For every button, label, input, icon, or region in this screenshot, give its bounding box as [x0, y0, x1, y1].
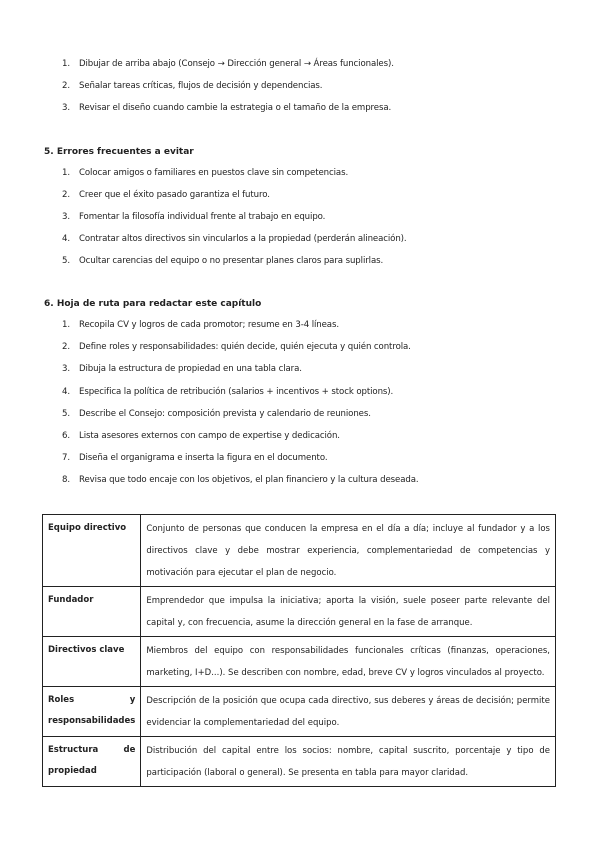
list-item	[62, 452, 328, 464]
list-item-text: Describe el Consejo: composición prevista y calendario de reuniones.	[79, 409, 371, 419]
list-item-text: Especifica la política de retribución (salarios + incentivos + stock options).	[79, 387, 394, 397]
list-item-number: 5.	[62, 409, 70, 419]
table-row	[43, 515, 556, 587]
list-item-number: 4.	[62, 387, 70, 397]
list-item-number: 2.	[62, 81, 70, 91]
list-item-number: 8.	[62, 475, 70, 485]
list-item-text: Lista asesores externos con campo de expertise y dedicación.	[79, 431, 340, 441]
list-item	[62, 167, 349, 179]
glossary-definition: Descripción de la posición que ocupa cada directivo, sus deberes y áreas de decisión; permite evidenciar la complementariedad del equipo.	[141, 687, 556, 737]
section-6-heading: 6. Hoja de ruta para redactar este capítulo	[44, 299, 262, 309]
list-item-number: 1.	[62, 320, 70, 330]
term-word: Roles	[48, 695, 75, 705]
list-item-text: Fomentar la filosofía individual frente al trabajo en equipo.	[79, 212, 326, 222]
list-item-text: Revisar el diseño cuando cambie la estrategia o el tamaño de la empresa.	[79, 103, 392, 113]
list-item	[62, 233, 407, 245]
table-row	[43, 637, 556, 687]
list-item	[62, 211, 326, 223]
list-item	[62, 474, 419, 486]
glossary-definition: Emprendedor que impulsa la iniciativa; aporta la visión, suele poseer parte relevante del capital y, con frecuencia, asume la dirección general en la fase de arranque.	[141, 587, 556, 637]
list-item	[62, 189, 270, 201]
list-item-number: 6.	[62, 431, 70, 441]
list-item-text: Dibujar de arriba abajo (Consejo → Dirección general → Áreas funcionales).	[79, 59, 394, 69]
list-item-text: Creer que el éxito pasado garantiza el futuro.	[79, 190, 270, 200]
table-row	[43, 687, 556, 737]
list-item	[62, 363, 302, 375]
list-item-text: Colocar amigos o familiares en puestos clave sin competencias.	[79, 168, 349, 178]
list-item-number: 3.	[62, 364, 70, 374]
table-row	[43, 737, 556, 787]
list-item-number: 3.	[62, 103, 70, 113]
list-item-text: Dibuja la estructura de propiedad en una tabla clara.	[79, 364, 302, 374]
list-item	[62, 386, 394, 398]
glossary-term	[43, 737, 141, 787]
list-item	[62, 58, 394, 70]
list-item	[62, 255, 384, 267]
term-line	[48, 740, 135, 761]
term-word: propiedad	[48, 766, 97, 776]
term-word: Estructura	[48, 745, 99, 755]
term-word: de	[123, 745, 136, 755]
list-item-number: 5.	[62, 256, 70, 266]
glossary-definition: Miembros del equipo con responsabilidades funcionales críticas (finanzas, operaciones, marketing, I+D...). Se describen con nombre, edad, breve CV y logros vinculados al proyecto.	[141, 637, 556, 687]
list-item-number: 2.	[62, 190, 70, 200]
term-line	[48, 690, 135, 711]
list-item	[62, 408, 371, 420]
list-item-number: 3.	[62, 212, 70, 222]
list-item	[62, 430, 340, 442]
list-item-text: Define roles y responsabilidades: quién decide, quién ejecuta y quién controla.	[79, 342, 411, 352]
list-item-text: Revisa que todo encaje con los objetivos, el plan financiero y la cultura deseada.	[79, 475, 419, 485]
list-item	[62, 80, 323, 92]
glossary-term: Fundador	[43, 587, 141, 637]
list-item	[62, 319, 339, 331]
list-item-text: Contratar altos directivos sin vincularlos a la propiedad (perderán alineación).	[79, 234, 407, 244]
glossary-definition: Conjunto de personas que conducen la empresa en el día a día; incluye al fundador y a los directivos clave y debe mostrar experiencia, complementariedad de competencias y motivación para ejecutar el plan de negocio.	[141, 515, 556, 587]
list-item-number: 2.	[62, 342, 70, 352]
glossary-term: Equipo directivo	[43, 515, 141, 587]
glossary-term: Directivos clave	[43, 637, 141, 687]
list-item	[62, 341, 411, 353]
list-item-text: Señalar tareas críticas, flujos de decisión y dependencias.	[79, 81, 323, 91]
section-5-heading: 5. Errores frecuentes a evitar	[44, 147, 194, 157]
list-item-text: Ocultar carencias del equipo o no presentar planes claros para suplirlas.	[79, 256, 384, 266]
table-row	[43, 587, 556, 637]
list-item	[62, 102, 392, 114]
list-item-number: 1.	[62, 168, 70, 178]
list-item-text: Diseña el organigrama e inserta la figura en el documento.	[79, 453, 328, 463]
list-item-text: Recopila CV y logros de cada promotor; resume en 3-4 líneas.	[79, 320, 339, 330]
list-item-number: 4.	[62, 234, 70, 244]
list-item-number: 7.	[62, 453, 70, 463]
term-word: responsabilidades	[48, 716, 136, 726]
glossary-table	[42, 514, 556, 787]
glossary-term	[43, 687, 141, 737]
glossary-definition: Distribución del capital entre los socios: nombre, capital suscrito, porcentaje y tipo de participación (laboral o general). Se presenta en tabla para mayor claridad.	[141, 737, 556, 787]
list-item-number: 1.	[62, 59, 70, 69]
term-word: y	[129, 695, 136, 705]
